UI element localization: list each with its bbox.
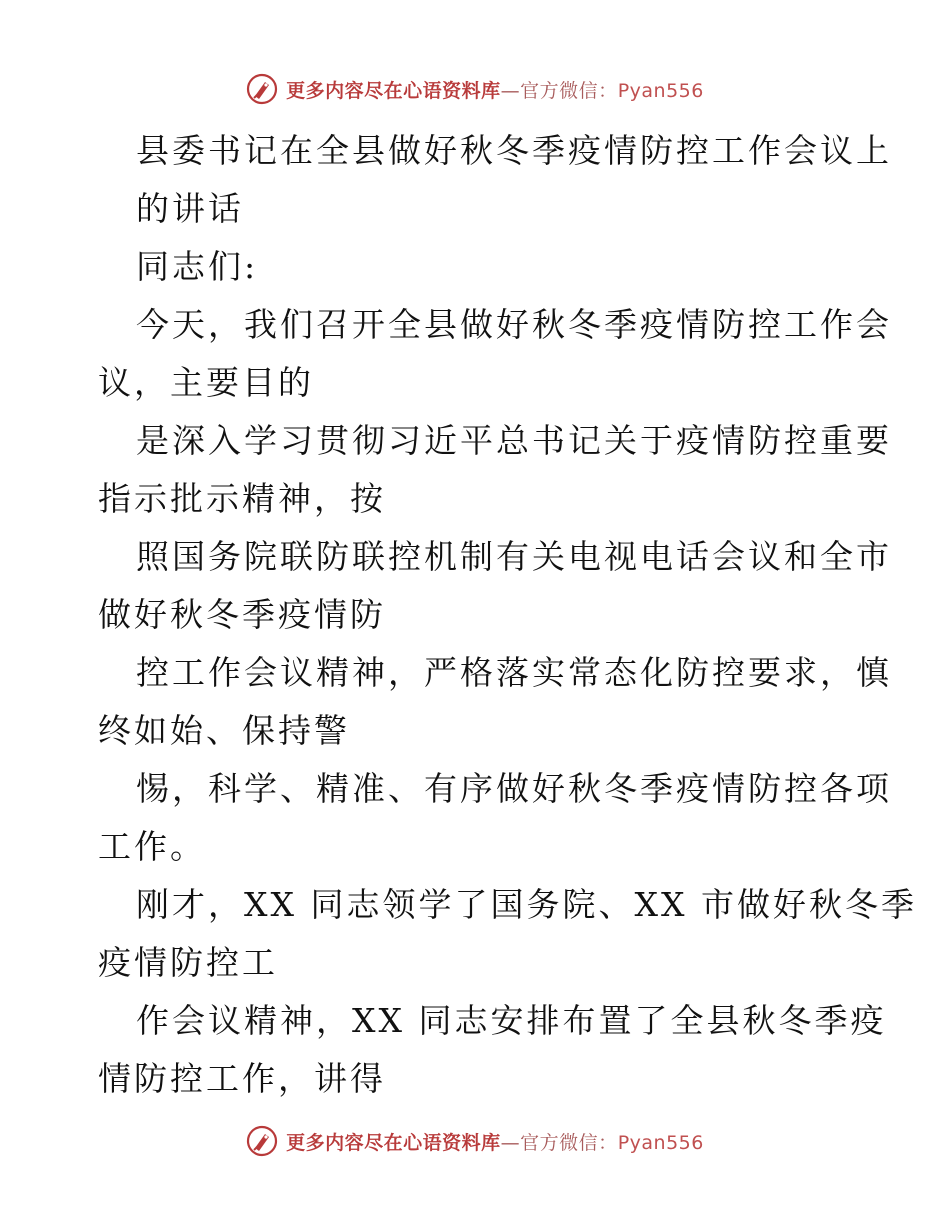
paragraph-line: 做好秋冬季疫情防 xyxy=(98,595,386,634)
watermark-account-id: Pyan556 xyxy=(617,1131,704,1154)
watermark-library-text: 更多内容尽在心语资料库 xyxy=(286,79,501,102)
watermark-library-text: 更多内容尽在心语资料库 xyxy=(286,1131,501,1154)
paragraph-line: 作会议精神，XX 同志安排布置了全县秋冬季疫 xyxy=(136,1001,887,1040)
paragraph-line: 指示批示精神，按 xyxy=(98,479,386,518)
watermark-official-text: —官方微信： xyxy=(500,79,618,102)
pen-nib-seal-icon xyxy=(246,73,278,105)
paragraph-line: 工作。 xyxy=(98,827,206,866)
document-title-line: 县委书记在全县做好秋冬季疫情防控工作会议上 xyxy=(136,131,892,170)
document-body xyxy=(98,122,917,1108)
paragraph-line: 今天，我们召开全县做好秋冬季疫情防控工作会 xyxy=(136,305,892,344)
paragraph-line: 是深入学习贯彻习近平总书记关于疫情防控重要 xyxy=(136,421,892,460)
salutation: 同志们: xyxy=(136,247,259,286)
pen-nib-seal-icon xyxy=(246,1125,278,1157)
paragraph-line: 控工作会议精神，严格落实常态化防控要求，慎 xyxy=(136,653,892,692)
watermark-account-id: Pyan556 xyxy=(617,79,704,102)
watermark-official-text: —官方微信： xyxy=(500,1131,618,1154)
footer-watermark xyxy=(0,1124,950,1158)
paragraph-line: 终如始、保持警 xyxy=(98,711,350,750)
paragraph-line: 情防控工作，讲得 xyxy=(98,1059,386,1098)
paragraph-line: 惕，科学、精准、有序做好秋冬季疫情防控各项 xyxy=(136,769,892,808)
paragraph-line: 议，主要目的 xyxy=(98,363,314,402)
paragraph-line: 照国务院联防联控机制有关电视电话会议和全市 xyxy=(136,537,892,576)
paragraph-line: 疫情防控工 xyxy=(98,943,278,982)
header-watermark xyxy=(0,72,950,106)
paragraph-line: 刚才，XX 同志领学了国务院、XX 市做好秋冬季 xyxy=(136,885,917,924)
document-title-line: 的讲话 xyxy=(136,189,244,228)
